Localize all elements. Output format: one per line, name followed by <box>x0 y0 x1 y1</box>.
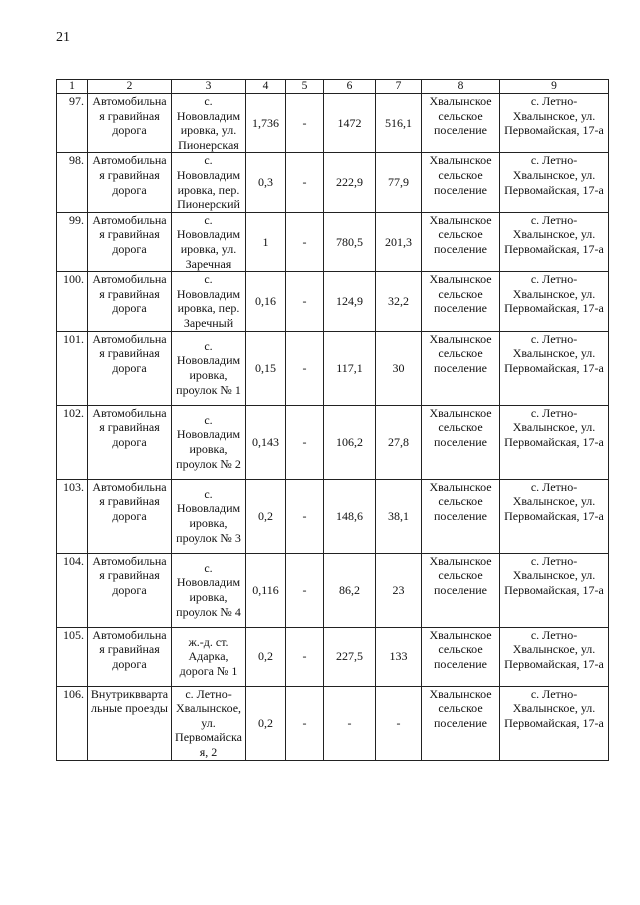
column-4-value: 1,736 <box>246 94 286 153</box>
object-type: Автомобильна я гравийная дорога <box>88 94 172 153</box>
table-row <box>57 331 609 405</box>
row-number: 101. <box>57 331 88 405</box>
column-6-value: 780,5 <box>324 212 376 271</box>
owner-address: с. Летно-Хвалынское, ул. Первомайская, 17-а <box>500 405 609 479</box>
column-5-value: - <box>286 94 324 153</box>
owner-cell: Хвалынское сельское поселение <box>422 479 500 553</box>
column-6-value: - <box>324 686 376 760</box>
column-5-value: - <box>286 405 324 479</box>
object-type: Автомобильна я гравийная дорога <box>88 272 172 331</box>
column-7-value: 516,1 <box>376 94 422 153</box>
column-header: 1 <box>57 80 88 94</box>
object-type: Автомобильна я гравийная дорога <box>88 479 172 553</box>
column-7-value: 23 <box>376 553 422 627</box>
table-row <box>57 627 609 686</box>
object-location: с. Нововладим ировка, пер. Пионерский <box>172 153 246 212</box>
table-row <box>57 272 609 331</box>
column-6-value: 1472 <box>324 94 376 153</box>
owner-address: с. Летно-Хвалынское, ул. Первомайская, 17-а <box>500 686 609 760</box>
column-6-value: 222,9 <box>324 153 376 212</box>
column-7-value: 77,9 <box>376 153 422 212</box>
column-6-value: 227,5 <box>324 627 376 686</box>
owner-cell: Хвалынское сельское поселение <box>422 405 500 479</box>
column-5-value: - <box>286 331 324 405</box>
owner-cell: Хвалынское сельское поселение <box>422 686 500 760</box>
object-location: с. Летно-Хвалынское, ул. Первомайска я, 2 <box>172 686 246 760</box>
object-type: Автомобильна я гравийная дорога <box>88 212 172 271</box>
object-type: Автомобильна я гравийная дорога <box>88 331 172 405</box>
column-7-value: 32,2 <box>376 272 422 331</box>
column-4-value: 0,3 <box>246 153 286 212</box>
owner-cell: Хвалынское сельское поселение <box>422 553 500 627</box>
column-7-value: - <box>376 686 422 760</box>
owner-address: с. Летно-Хвалынское, ул. Первомайская, 17-а <box>500 479 609 553</box>
object-type: Автомобильна я гравийная дорога <box>88 553 172 627</box>
object-location: с. Нововладим ировка, ул. Заречная <box>172 212 246 271</box>
column-5-value: - <box>286 479 324 553</box>
column-header: 5 <box>286 80 324 94</box>
column-4-value: 0,116 <box>246 553 286 627</box>
object-location: с. Нововладим ировка, ул. Пионерская <box>172 94 246 153</box>
column-header: 8 <box>422 80 500 94</box>
object-type: Внутриквварта льные проезды <box>88 686 172 760</box>
table-row <box>57 686 609 760</box>
table-row <box>57 479 609 553</box>
column-4-value: 0,2 <box>246 479 286 553</box>
object-type: Автомобильна я гравийная дорога <box>88 627 172 686</box>
row-number: 102. <box>57 405 88 479</box>
column-4-value: 0,15 <box>246 331 286 405</box>
owner-cell: Хвалынское сельское поселение <box>422 627 500 686</box>
owner-cell: Хвалынское сельское поселение <box>422 331 500 405</box>
owner-cell: Хвалынское сельское поселение <box>422 272 500 331</box>
column-6-value: 117,1 <box>324 331 376 405</box>
owner-address: с. Летно-Хвалынское, ул. Первомайская, 17-а <box>500 153 609 212</box>
page-number: 21 <box>56 30 70 45</box>
object-location: с. Нововладим ировка, проулок № 1 <box>172 331 246 405</box>
object-type: Автомобильна я гравийная дорога <box>88 153 172 212</box>
row-number: 103. <box>57 479 88 553</box>
column-5-value: - <box>286 212 324 271</box>
row-number: 105. <box>57 627 88 686</box>
column-7-value: 201,3 <box>376 212 422 271</box>
column-4-value: 1 <box>246 212 286 271</box>
owner-address: с. Летно-Хвалынское, ул. Первомайская, 17-а <box>500 627 609 686</box>
table-row <box>57 405 609 479</box>
object-location: с. Нововладим ировка, проулок № 3 <box>172 479 246 553</box>
owner-address: с. Летно-Хвалынское, ул. Первомайская, 17-а <box>500 272 609 331</box>
table-row <box>57 553 609 627</box>
row-number: 106. <box>57 686 88 760</box>
column-4-value: 0,16 <box>246 272 286 331</box>
column-6-value: 86,2 <box>324 553 376 627</box>
column-6-value: 148,6 <box>324 479 376 553</box>
object-location: ж.-д. ст. Адарка, дорога № 1 <box>172 627 246 686</box>
column-5-value: - <box>286 153 324 212</box>
column-7-value: 30 <box>376 331 422 405</box>
table-body <box>57 94 609 761</box>
row-number: 99. <box>57 212 88 271</box>
owner-address: с. Летно-Хвалынское, ул. Первомайская, 17-а <box>500 212 609 271</box>
column-header: 9 <box>500 80 609 94</box>
column-5-value: - <box>286 272 324 331</box>
column-7-value: 38,1 <box>376 479 422 553</box>
owner-cell: Хвалынское сельское поселение <box>422 94 500 153</box>
row-number: 98. <box>57 153 88 212</box>
column-header: 3 <box>172 80 246 94</box>
row-number: 104. <box>57 553 88 627</box>
column-6-value: 124,9 <box>324 272 376 331</box>
column-5-value: - <box>286 627 324 686</box>
column-4-value: 0,2 <box>246 686 286 760</box>
column-header: 2 <box>88 80 172 94</box>
column-6-value: 106,2 <box>324 405 376 479</box>
owner-address: с. Летно-Хвалынское, ул. Первомайская, 17-а <box>500 94 609 153</box>
table-row <box>57 153 609 212</box>
column-5-value: - <box>286 686 324 760</box>
column-7-value: 27,8 <box>376 405 422 479</box>
object-location: с. Нововладим ировка, пер. Заречный <box>172 272 246 331</box>
object-location: с. Нововладим ировка, проулок № 2 <box>172 405 246 479</box>
column-header: 7 <box>376 80 422 94</box>
object-type: Автомобильна я гравийная дорога <box>88 405 172 479</box>
owner-address: с. Летно-Хвалынское, ул. Первомайская, 17-а <box>500 331 609 405</box>
table-row <box>57 212 609 271</box>
table-row <box>57 94 609 153</box>
row-number: 100. <box>57 272 88 331</box>
roads-table <box>56 79 609 761</box>
column-7-value: 133 <box>376 627 422 686</box>
column-5-value: - <box>286 553 324 627</box>
object-location: с. Нововладим ировка, проулок № 4 <box>172 553 246 627</box>
column-header: 6 <box>324 80 376 94</box>
row-number: 97. <box>57 94 88 153</box>
column-4-value: 0,2 <box>246 627 286 686</box>
owner-cell: Хвалынское сельское поселение <box>422 212 500 271</box>
column-header: 4 <box>246 80 286 94</box>
owner-address: с. Летно-Хвалынское, ул. Первомайская, 17-а <box>500 553 609 627</box>
column-4-value: 0,143 <box>246 405 286 479</box>
owner-cell: Хвалынское сельское поселение <box>422 153 500 212</box>
header-row <box>57 80 609 94</box>
